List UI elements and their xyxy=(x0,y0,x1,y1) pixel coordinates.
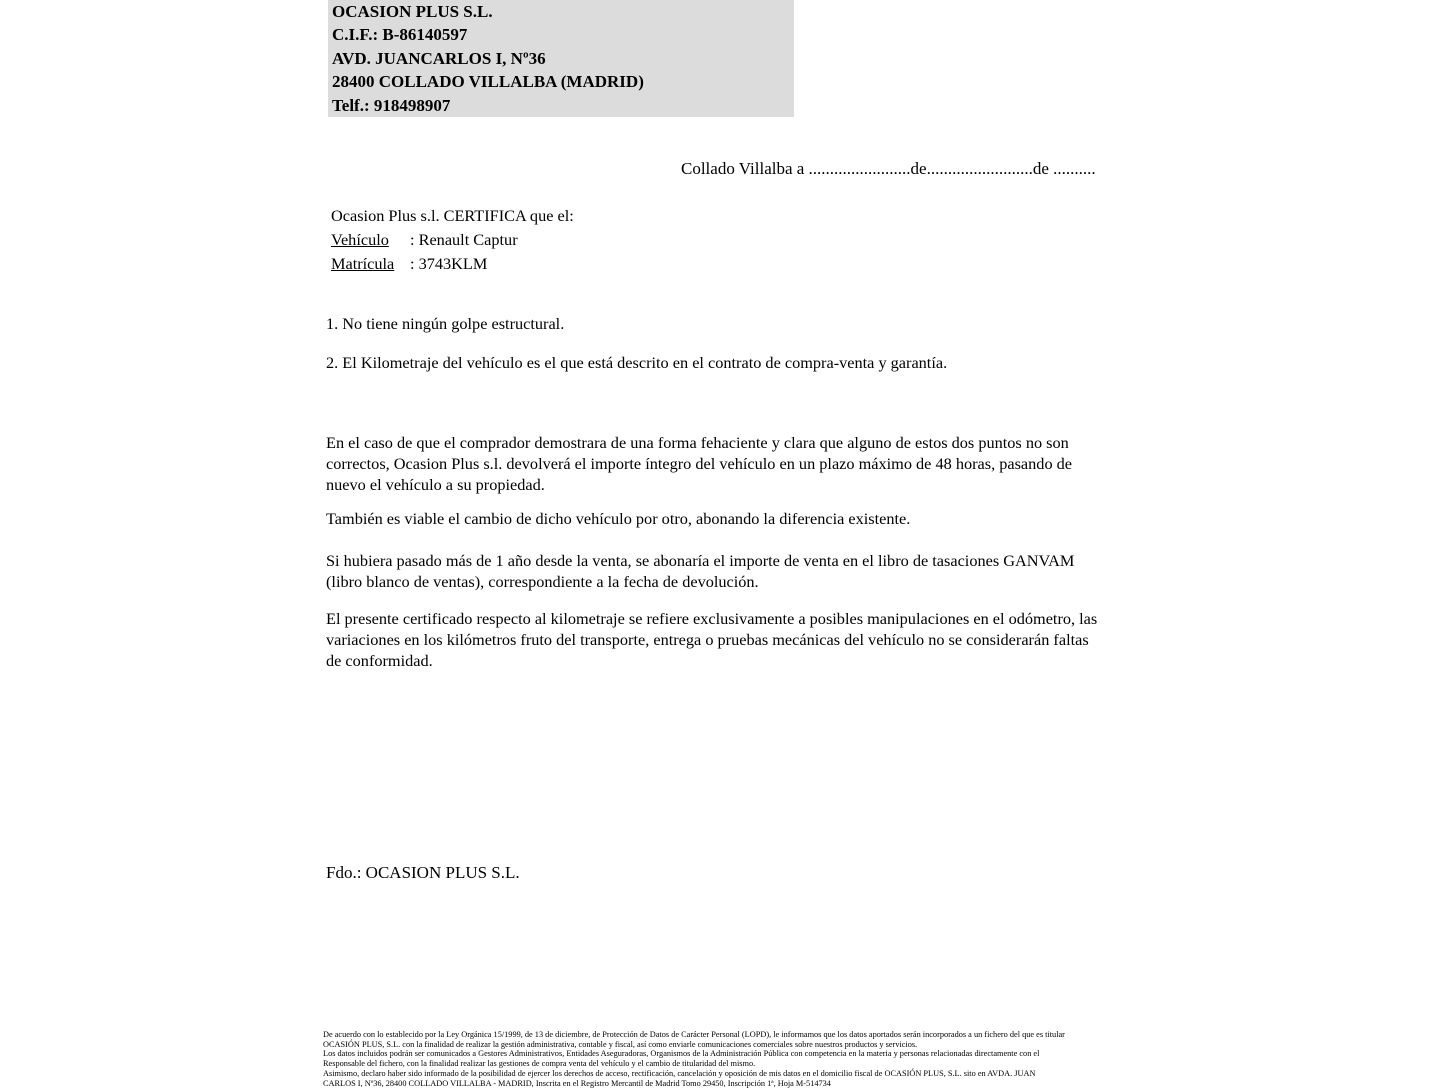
legal-line: Responsable del fichero, con la finalidad realizar las gestiones de compra venta del vehículo y el cambio de titularidad del mismo. xyxy=(323,1059,756,1069)
company-city: 28400 COLLADO VILLALBA (MADRID) xyxy=(332,72,644,92)
paragraph-exchange-option: También es viable el cambio de dicho vehículo por otro, abonando la diferencia existente. xyxy=(326,509,911,528)
plate-value: : 3743KLM xyxy=(410,254,488,273)
certification-block xyxy=(331,204,574,276)
plate-row xyxy=(331,252,574,276)
paragraph-ganvam-valuation: Si hubiera pasado más de 1 año desde la venta, se abonaría el importe de venta en el libro de tasaciones GANVAM (libro blanco de ventas), correspondiente a la fecha de devolución. xyxy=(326,551,1075,591)
legal-line: De acuerdo con lo establecido por la Ley Orgánica 15/1999, de 13 de diciembre, de Protección de Datos de Carácter Personal (LOPD), le informamos que los datos aportados serán incorporados a un fichero del que es titular xyxy=(323,1030,1065,1039)
certificate-document xyxy=(323,0,1123,1088)
vehicle-row xyxy=(331,228,574,252)
company-cif: C.I.F.: B-86140597 xyxy=(332,25,468,45)
vehicle-value: : Renault Captur xyxy=(410,230,518,249)
certify-intro: Ocasion Plus s.l. CERTIFICA que el: xyxy=(331,206,574,225)
plate-label: Matrícula xyxy=(331,254,395,273)
paragraph-odometer-disclaimer: El presente certificado respecto al kilometraje se refiere exclusivamente a posibles manipulaciones en el odómetro, las variaciones en los kilómetros fruto del transporte, entrega o pruebas mecánicas del vehículo no se considerarán faltas de conformidad. xyxy=(326,609,1098,670)
legal-line: Asimismo, declaro haber sido informado de la posibilidad de ejercer los derechos de acceso, rectificación, cancelación y oposición de mis datos en el domicilio fiscal de OCASIÓN PLUS, S.L. sito en AVDA. JUAN xyxy=(323,1068,1036,1078)
signature-line: Fdo.: OCASION PLUS S.L. xyxy=(326,863,520,882)
legal-fine-print xyxy=(323,1030,1123,1088)
legal-line: CARLOS I, Nº36, 28400 COLLADO VILLALBA - MADRID, Inscrita en el Registro Mercantil de Madrid Tomo 29450, Inscripción 1ª, Hoja M-514734 xyxy=(323,1078,831,1088)
legal-line: OCASIÓN PLUS, S.L. con la finalidad de realizar la gestión administrativa, contable y fiscal, así como enviarle comunicaciones comerciales sobre nuestros productos y servicios. xyxy=(323,1039,918,1049)
legal-line: Los datos incluidos podrán ser comunicados a Gestores Administrativos, Entidades Aseguradoras, Organismos de la Administración Pública con competencia en la materia y personas relacionadas directamente con el xyxy=(323,1049,1040,1059)
certified-point-2: 2. El Kilometraje del vehículo es el que está descrito en el contrato de compra-venta y garantía. xyxy=(326,353,948,372)
company-letterhead xyxy=(328,0,794,117)
paragraph-refund-terms: En el caso de que el comprador demostrara de una forma fehaciente y clara que alguno de estos dos puntos no son correctos, Ocasion Plus s.l. devolverá el importe íntegro del vehículo en un plazo máximo de 48 horas, pasando de nuevo el vehículo a su propiedad. xyxy=(326,433,1073,494)
vehicle-label: Vehículo xyxy=(331,230,389,249)
company-address: AVD. JUANCARLOS I, Nº36 xyxy=(332,48,546,68)
date-line: Collado Villalba a ........................de.........................de .......... xyxy=(681,159,1096,178)
company-phone: Telf.: 918498907 xyxy=(332,95,451,115)
certified-point-1: 1. No tiene ningún golpe estructural. xyxy=(326,314,565,333)
company-name: OCASION PLUS S.L. xyxy=(332,2,493,21)
